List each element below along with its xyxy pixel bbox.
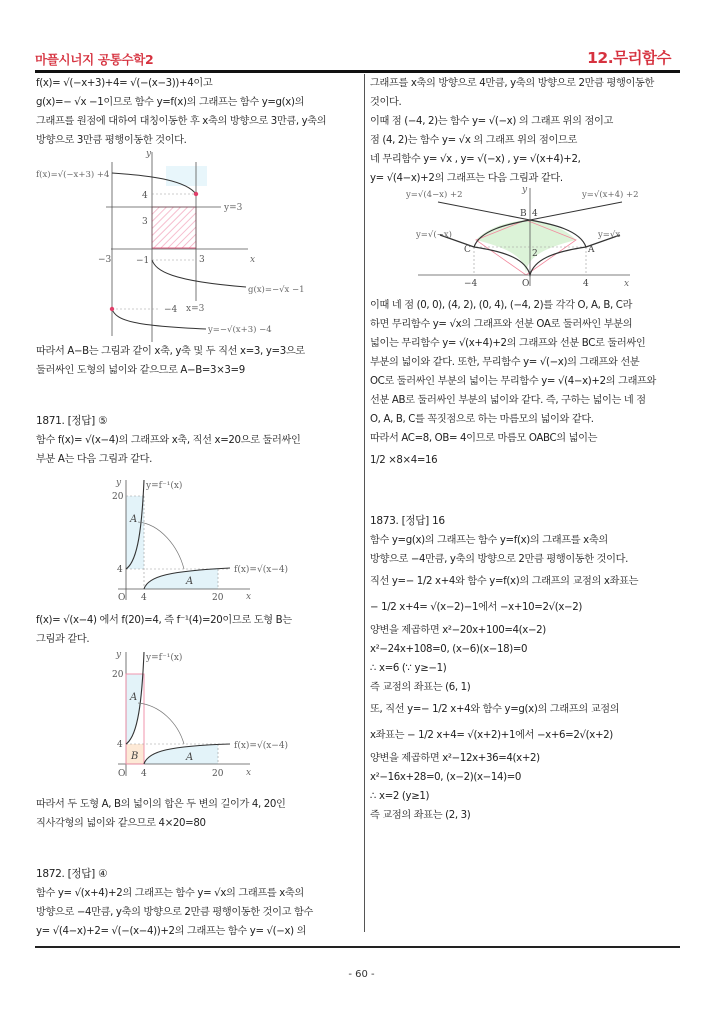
tick-y-20: 20 — [112, 492, 124, 502]
graph-f-g-reflection — [36, 146, 356, 342]
tick-y-2: 2 — [532, 249, 538, 259]
left-mid — [36, 611, 358, 649]
label-A-left: A — [130, 692, 138, 703]
header-rule — [35, 70, 680, 73]
tint-region — [166, 166, 207, 186]
text-line: 그래프를 원점에 대하여 대칭이동한 후 x축의 방향으로 3만큼, y축의 — [36, 116, 327, 127]
right-after-graph4 — [370, 296, 682, 474]
label-sqrt-x-plus-4: y=√(x+4) +2 — [582, 190, 639, 200]
text-line: O, A, B, C를 꼭짓점으로 하는 마름모의 넓이와 같다. — [370, 414, 594, 425]
right-top — [370, 74, 682, 188]
tick-3: 3 — [142, 217, 148, 227]
text-line: OC로 둘러싸인 부분의 넓이는 무리함수 y= √(4−x)+2의 그래프와 — [370, 376, 657, 387]
text-line: 둘러싸인 도형의 넓이와 같으므로 A−B=3×3=9 — [36, 365, 245, 376]
text-line: 그래프를 x축의 방향으로 4만큼, y축의 방향으로 2만큼 평행이동한 — [370, 78, 655, 89]
left-bottom — [36, 795, 358, 941]
label-g: g(x)=−√x −1 — [248, 285, 305, 295]
point — [194, 192, 198, 196]
text-line: 것이다. — [370, 97, 402, 108]
text-line: 또, 직선 y=− 1/2 x+4와 함수 y=g(x)의 그래프의 교점의 — [370, 704, 620, 715]
label-A-left: A — [130, 514, 138, 525]
point-A-label: A — [588, 245, 595, 255]
origin-label: O — [118, 769, 126, 779]
text-line: 선분 AB로 둘러싸인 부분의 넓이와 같다. 즉, 구하는 넓이는 네 점 — [370, 395, 646, 406]
tick-y-4: 4 — [117, 740, 123, 750]
text-line: f(x)= √(−x+3)+4= √(−(x−3))+4이고 — [36, 78, 213, 89]
text-line: 1/2 ×8×4=16 — [370, 455, 438, 466]
text-line: 함수 f(x)= √(x−4)의 그래프와 x축, 직선 x=20으로 둘러싸인 — [36, 435, 301, 446]
left-after-graph1 — [36, 342, 358, 469]
axis-label-y: y — [522, 185, 528, 195]
label-y3: y=3 — [224, 203, 243, 213]
chapter-title: 12.무리함수 — [587, 49, 671, 67]
tick-x3: 3 — [199, 255, 205, 265]
text-line: y= √(4−x)+2= √(−(x−4))+2의 그래프는 함수 y= √(−x) 의 — [36, 926, 307, 937]
tick-minus4: −4 — [164, 305, 178, 315]
axis-label-x: x — [246, 768, 252, 778]
label-A-bottom: A — [186, 576, 194, 587]
origin-label: O — [118, 593, 126, 603]
text-line: 부분의 넓이와 같다. 또한, 무리함수 y= √(−x)의 그래프와 선분 — [370, 357, 640, 368]
tick-x-20: 20 — [212, 769, 224, 779]
point-B-label: B — [520, 209, 527, 219]
tick-4: 4 — [142, 191, 148, 201]
text-line: 네 무리함수 y= √x , y= √(−x) , y= √(x+4)+2, — [370, 154, 581, 165]
text-line: 직사각형의 넓이와 같으므로 4×20=80 — [36, 818, 206, 829]
tick-x-4: 4 — [141, 769, 147, 779]
text-line: 점 (4, 2)는 함수 y= √x 의 그래프 위의 점이므로 — [370, 135, 577, 146]
text-line: 양변을 제곱하면 x²−12x+36=4(x+2) — [370, 753, 540, 764]
tick-x-4: 4 — [583, 279, 589, 288]
label-f: f(x)=√(x−4) — [234, 741, 289, 751]
column-divider — [364, 74, 365, 932]
arrow-arc — [138, 522, 184, 569]
shaded-square — [152, 207, 196, 248]
label-sqrt-minus-x: y=√(−x) — [416, 230, 452, 240]
problem-1873-heading: 1873. [정답] 16 — [370, 515, 445, 527]
tick-y-20: 20 — [112, 670, 124, 680]
tick-minus1: −1 — [136, 256, 150, 266]
tick-minus3: −3 — [98, 255, 112, 265]
text-line: 방향으로 3만큼 평행이동한 것이다. — [36, 135, 187, 146]
text-line: 하면 무리함수 y= √x의 그래프와 선분 OA로 둘러싸인 부분의 — [370, 319, 633, 330]
axis-label-x: x — [250, 255, 256, 265]
label-B: B — [131, 751, 139, 762]
tick-y-4: 4 — [117, 565, 123, 575]
text-line: − 1/2 x+4= √(x−2)−1에서 −x+10=2√(x−2) — [370, 602, 582, 613]
point-C-label: C — [464, 245, 471, 255]
arrow-arc — [138, 703, 184, 744]
label-x3: x=3 — [186, 304, 205, 314]
label-sqrt-x: y=√x — [598, 230, 621, 240]
text-line: 양변을 제곱하면 x²−20x+100=4(x−2) — [370, 625, 546, 636]
text-line: 부분 A는 다음 그림과 같다. — [36, 454, 152, 465]
text-line: 방향으로 −4만큼, y축의 방향으로 2만큼 평행이동한 것이고 함수 — [36, 907, 314, 918]
text-line: 즉 교점의 좌표는 (6, 1) — [370, 682, 471, 693]
text-line: 그림과 같다. — [36, 634, 90, 645]
page-number: - 60 - — [348, 969, 375, 980]
text-line: ∴ x=6 (∵ y≥−1) — [370, 663, 447, 674]
label-inverse: y=f⁻¹(x) — [146, 653, 183, 663]
label-inverse: y=f⁻¹(x) — [146, 481, 183, 491]
tick-x-minus4: −4 — [464, 279, 478, 288]
text-line: 따라서 AC=8, OB= 4이므로 마름모 OABC의 넓이는 — [370, 433, 598, 444]
origin-label: O — [522, 279, 530, 288]
axis-label-y: y — [116, 478, 122, 488]
text-line: x²−24x+108=0, (x−6)(x−18)=0 — [370, 644, 528, 655]
problem-1871-heading: 1871. [정답] ⑤ — [36, 415, 108, 427]
tick-x-20: 20 — [212, 593, 224, 603]
axis-label-y: y — [116, 650, 122, 660]
tick-x-4: 4 — [141, 593, 147, 603]
label-f: f(x)=√(−x+3) +4 — [36, 170, 110, 180]
book-title: 마플시너지 공통수학2 — [35, 52, 154, 67]
text-line: 즉 교점의 좌표는 (2, 3) — [370, 810, 471, 821]
axis-label-y: y — [146, 149, 152, 159]
text-line: 따라서 A−B는 그림과 같이 x축, y축 및 두 직선 x=3, y=3으로 — [36, 346, 305, 357]
left-intro — [36, 74, 358, 150]
region-A-left — [126, 674, 144, 744]
text-line: 넓이는 무리함수 y= √(x+4)+2의 그래프와 선분 BC로 둘러싸인 — [370, 338, 646, 349]
label-sqrt-4-minus-x: y=√(4−x) +2 — [406, 190, 463, 200]
text-line: g(x)=− √x −1이므로 함수 y=f(x)의 그래프는 함수 y=g(x)의 — [36, 97, 305, 108]
text-line: 함수 y= √(x+4)+2의 그래프는 함수 y= √x의 그래프를 x축의 — [36, 888, 304, 899]
problem-1872-heading: 1872. [정답] ④ — [36, 868, 108, 880]
graph-inverse-A — [100, 476, 320, 604]
text-line: 이때 점 (−4, 2)는 함수 y= √(−x) 의 그래프 위의 점이고 — [370, 116, 613, 127]
graph-rhombus — [398, 182, 654, 288]
text-line: y= √(4−x)+2의 그래프는 다음 그림과 같다. — [370, 173, 563, 184]
text-line: 함수 y=g(x)의 그래프는 함수 y=f(x)의 그래프를 x축의 — [370, 535, 608, 546]
label-f: f(x)=√(x−4) — [234, 565, 289, 575]
footer-rule — [35, 946, 680, 948]
right-1873 — [370, 512, 682, 825]
text-line: f(x)= √(x−4) 에서 f(20)=4, 즉 f⁻¹(4)=20이므로 도형 B는 — [36, 615, 292, 626]
label-A-bottom: A — [186, 752, 194, 763]
graph-inverse-A-B — [100, 648, 320, 782]
axis-label-x: x — [246, 592, 252, 602]
text-line: ∴ x=2 (y≥1) — [370, 791, 430, 802]
text-line: x²−16x+28=0, (x−2)(x−14)=0 — [370, 772, 522, 783]
text-line: x좌표는 − 1/2 x+4= √(x+2)+1에서 −x+6=2√(x+2) — [370, 730, 613, 741]
axis-label-x: x — [624, 279, 630, 288]
text-line: 방향으로 −4만큼, y축의 방향으로 2만큼 평행이동한 것이다. — [370, 554, 629, 565]
text-line: 이때 네 점 (0, 0), (4, 2), (0, 4), (−4, 2)를 각각 O, A, B, C라 — [370, 300, 633, 311]
point — [110, 307, 114, 311]
text-line: 직선 y=− 1/2 x+4와 함수 y=f(x)의 그래프의 교점의 x좌표는 — [370, 576, 639, 587]
label-h: y=−√(x+3) −4 — [208, 325, 272, 335]
text-line: 따라서 두 도형 A, B의 넓이의 합은 두 변의 길이가 4, 20인 — [36, 799, 286, 810]
tick-y-4: 4 — [532, 209, 538, 219]
